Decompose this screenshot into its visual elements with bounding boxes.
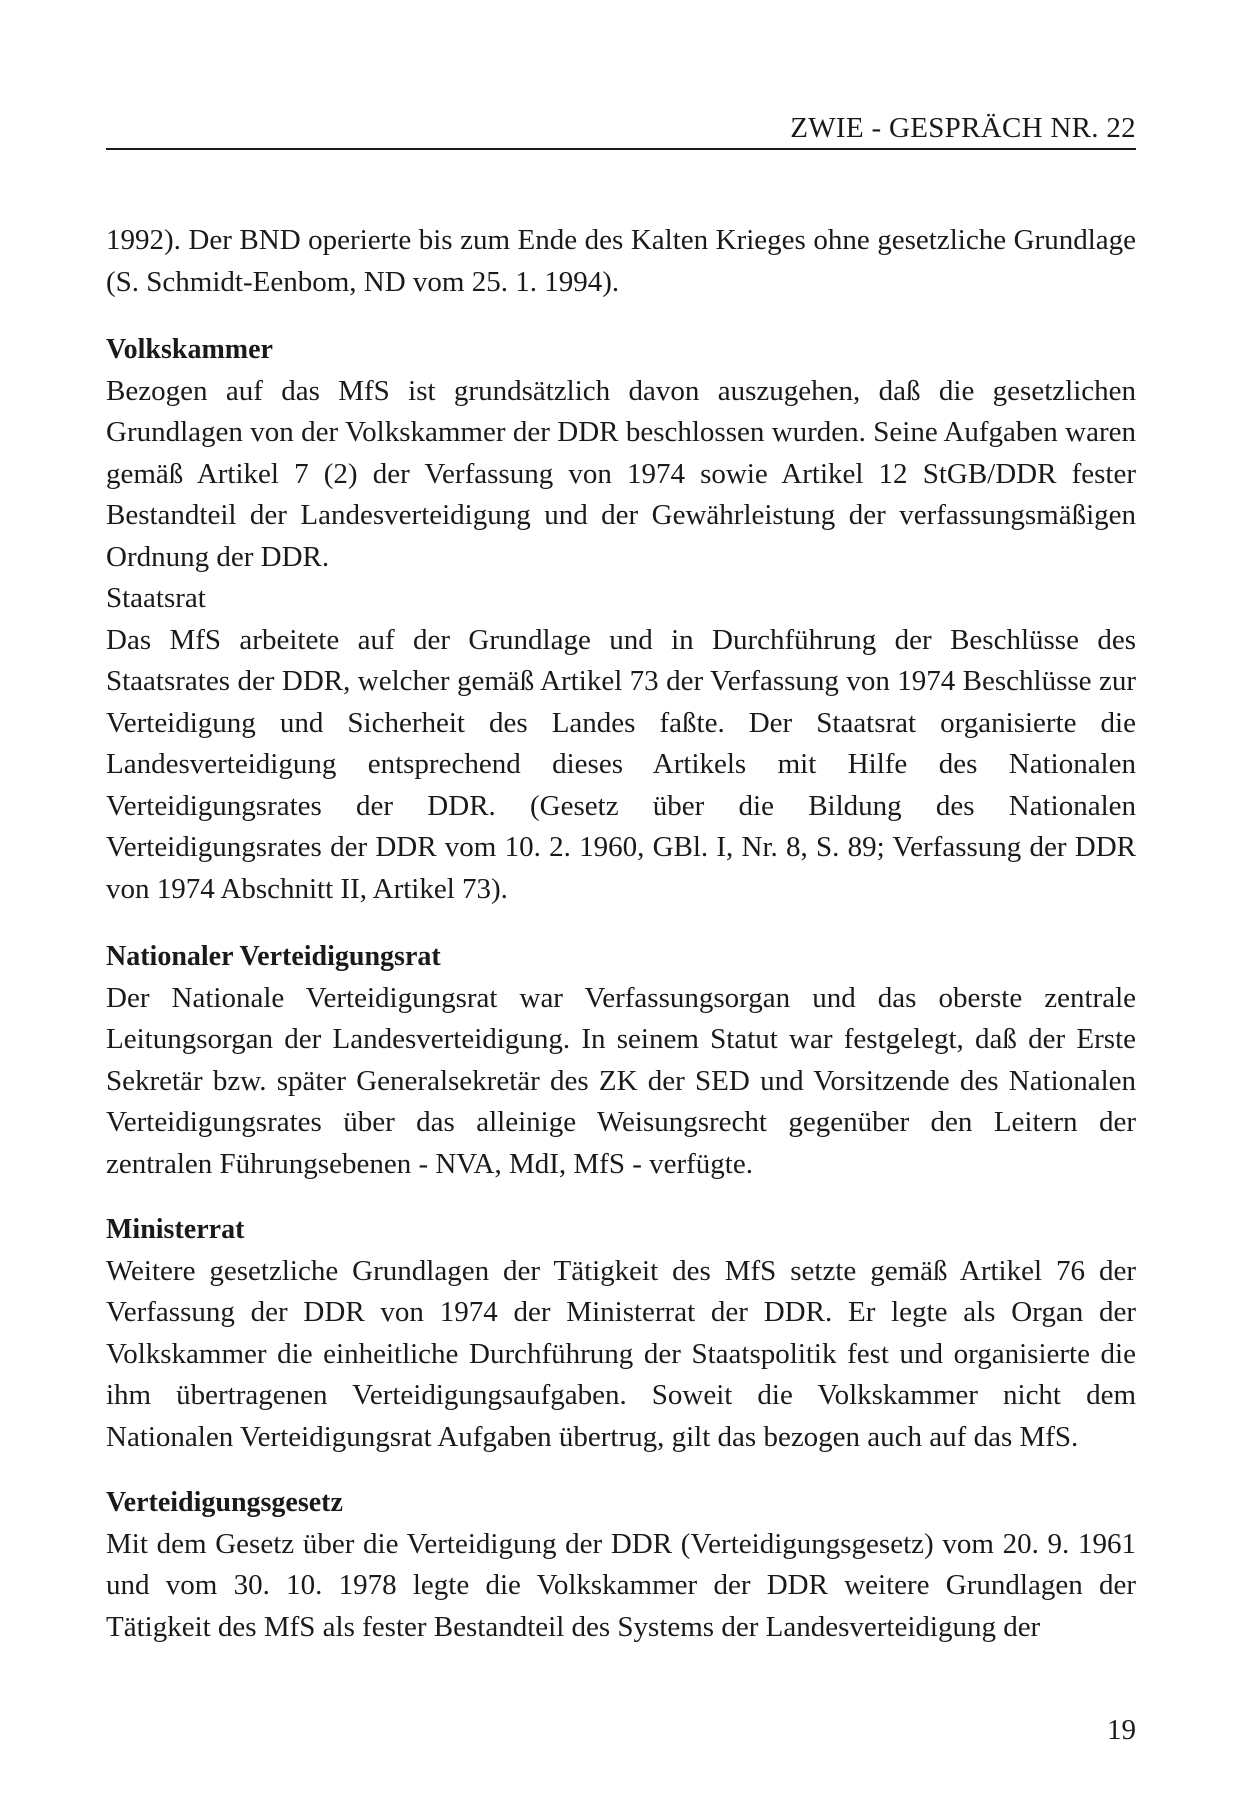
paragraph-nationaler-verteidigungsrat: Der Nationale Verteidigungsrat war Verfassungsorgan und das oberste zentrale Leitungsorgan der Landesverteidigung. In seinem Statut war festgelegt, daß der Erste Sekretär bzw. später Generalsekretär des ZK der SED und Vorsitzende des Nationalen Verteidigungsrates über das alleinige Weisungsrecht gegenüber den Leitern der zentralen Führungsebenen - NVA, MdI, MfS - verfügte.: [106, 981, 1136, 1180]
paragraph-volkskammer: Bezogen auf das MfS ist grundsätzlich davon auszugehen, daß die gesetzlichen Grundlagen von der Volkskammer der DDR beschlossen wurden. Seine Aufgaben waren gemäß Artikel 7 (2) der Verfassung von 1974 sowie Artikel 12 StGB/DDR fester Bestandteil der Landesverteidigung und der Gewährleistung der verfassungsmäßigen Ordnung der DDR.: [106, 374, 1136, 573]
section-spacer: [106, 1458, 1136, 1482]
paragraph-ministerrat: Weitere gesetzliche Grundlagen der Tätigkeit des MfS setzte gemäß Artikel 76 der Verfassung der DDR von 1974 der Ministerrat der DDR. Er legte als Organ der Volkskammer die einheitliche Durchführung der Staatspolitik fest und organisierte die ihm übertragenen Verteidigungsaufgaben. Soweit die Volkskammer nicht dem Nationalen Verteidigungsrat Aufgaben übertrug, gilt das bezogen auch auf das MfS.: [106, 1254, 1136, 1453]
header-rule: [106, 148, 1136, 150]
paragraph-staatsrat: Das MfS arbeitete auf der Grundlage und in Durchführung der Beschlüsse des Staatsrates der DDR, welcher gemäß Artikel 73 der Verfassung von 1974 Beschlüsse zur Verteidigung und Sicherheit des Landes faßte. Der Staatsrat organisierte die Landesverteidigung entsprechend dieses Artikels mit Hilfe des Nationalen Verteidigungsrates der DDR. (Gesetz über die Bildung des Nationalen Verteidigungsrates der DDR vom 10. 2. 1960, GBl. I, Nr. 8, S. 89; Verfassung der DDR von 1974 Abschnitt II, Artikel 73).: [106, 623, 1136, 905]
section-spacer: [106, 1185, 1136, 1209]
body-text: [106, 220, 1136, 1648]
page-number: 19: [1107, 1714, 1136, 1746]
heading-nationaler-verteidigungsrat: Nationaler Verteidigungsrat: [106, 941, 441, 972]
heading-verteidigungsgesetz: Verteidigungsgesetz: [106, 1487, 343, 1518]
section-spacer: [106, 910, 1136, 936]
heading-ministerrat: Ministerrat: [106, 1214, 245, 1245]
heading-volkskammer: Volkskammer: [106, 334, 273, 365]
section-spacer: [106, 303, 1136, 329]
running-header: ZWIE - GESPRÄCH NR. 22: [790, 112, 1136, 144]
subheading-staatsrat: Staatsrat: [106, 582, 206, 614]
paragraph-intro: 1992). Der BND operierte bis zum Ende des Kalten Krieges ohne gesetzliche Grundlage (S. Schmidt-Eenbom, ND vom 25. 1. 1994).: [106, 224, 1136, 298]
paragraph-verteidigungsgesetz: Mit dem Gesetz über die Verteidigung der DDR (Verteidigungsgesetz) vom 20. 9. 1961 und vom 30. 10. 1978 legte die Volkskammer der DDR weitere Grundlagen der Tätigkeit des MfS als fester Bestandteil des Systems der Landesverteidigung der: [106, 1527, 1136, 1643]
